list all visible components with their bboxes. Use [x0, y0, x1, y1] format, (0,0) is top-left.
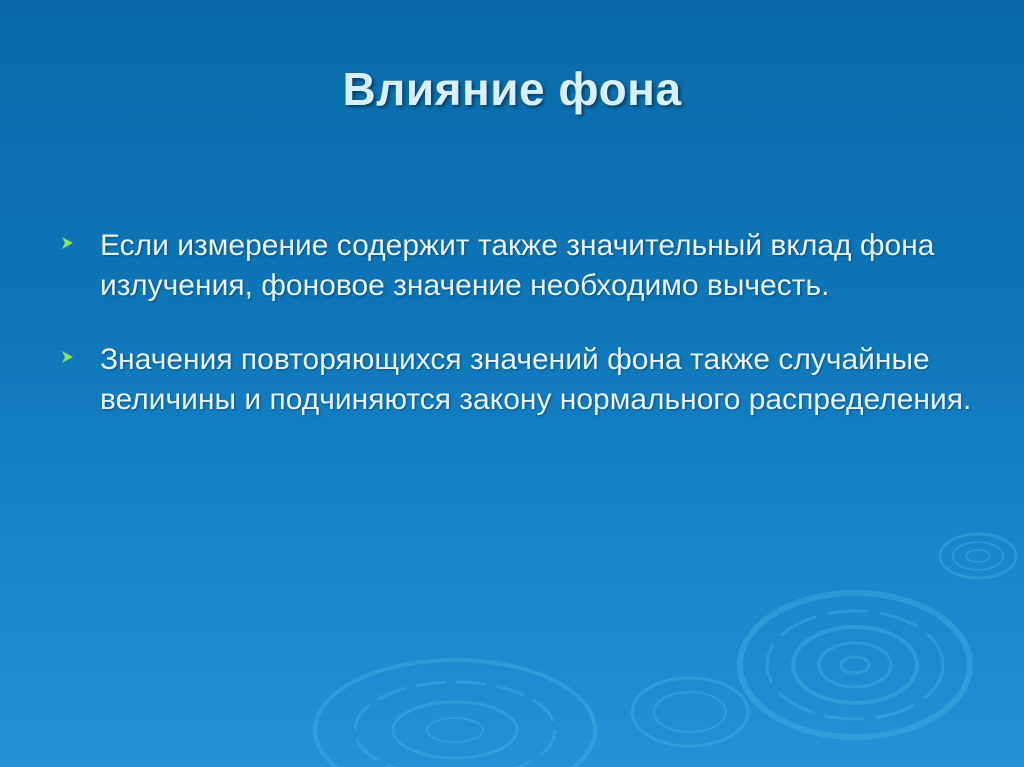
slide-title: Влияние фона [342, 63, 682, 115]
bullet-item [60, 340, 980, 420]
bullet-text: Значения повторяющихся значений фона также случайные величины и подчиняются закону нормального распределения. [100, 343, 972, 416]
bullet-list [60, 226, 980, 454]
chevron-right-arrow-icon [60, 349, 76, 365]
bullet-item [60, 226, 980, 306]
bullet-text: Если измерение содержит также значительный вклад фона излучения, фоновое значение необходимо вычесть. [100, 229, 935, 302]
chevron-right-arrow-icon [60, 235, 76, 251]
